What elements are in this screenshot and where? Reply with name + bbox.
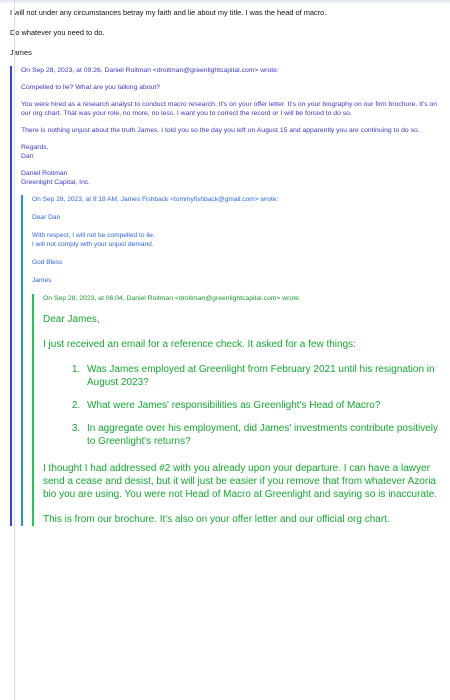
- question-item: 1. Was James employed at Greenlight from February 2021 until his resignation in August 2023?: [83, 363, 442, 389]
- quote-paragraph: There is nothing unjust about the truth James. I told you so the day you left on August 15 and apparently you are continuing to do so.: [21, 127, 420, 134]
- quote-paragraph: Compelled to lie? What are you talking about?: [21, 84, 161, 91]
- email-frame: [14, 0, 445, 700]
- quote-paragraph: I thought I had addressed #2 with you already upon your departure. I can have a lawyer send a cease and desist, but it will just be easier if you remove that from whatever Azoria bio you are using. You were not Head of Macro at Greenlight and saying so is inaccurate.: [43, 463, 438, 500]
- quote-name: James: [32, 277, 52, 284]
- quote-line: With respect, I will not be compelled to lie.: [32, 232, 155, 239]
- question-item: 3. In aggregate over his employment, did James' investments contribute positively to Greenlight's returns?: [83, 422, 442, 448]
- body-signature: James: [10, 48, 32, 57]
- quote-greeting: Dear Dan: [32, 214, 61, 221]
- quote-paragraph: This is from our brochure. It's also on your offer letter and our official org chart.: [43, 514, 390, 525]
- body-line-2: Do whatever you need to do.: [10, 28, 105, 37]
- quote-closing: God Bless: [32, 259, 63, 266]
- quote-paragraph: You were hired as a research analyst to conduct macro research. It's on your offer letter. It's on your biography on our firm brochure. It's on our org chart. That was your role, no more, no less. I want you to correct the record or I will be forced to do so.: [21, 101, 438, 117]
- signature-company: Greenlight Capital, Inc.: [21, 179, 91, 186]
- quote-line: I will not comply with your unjust demand.: [32, 241, 154, 248]
- question-item: 2. What were James' responsibilities as Greenlight's Head of Macro?: [83, 399, 442, 412]
- quote-greeting: Dear James,: [43, 314, 100, 325]
- quote-intro: I just received an email for a reference check. It asked for a few things:: [43, 339, 356, 350]
- signoff-name: Dan: [21, 153, 34, 160]
- quote-header[interactable]: On Sep 28, 2023, at 9:18 AM, James Fishback <tommyfishback@gmail.com> wrote:: [32, 196, 279, 203]
- body-line-1: I will not under any circumstances betray my faith and lie about my title. I was the head of macro.: [10, 8, 327, 17]
- signature-name: Daniel Roitman: [21, 170, 68, 177]
- quote-header[interactable]: On Sep 28, 2023, at 06:04, Daniel Roitman <droitman@greenlightcapital.com> wrote:: [43, 295, 301, 302]
- quote-header[interactable]: On Sep 28, 2023, at 09:26, Daniel Roitman <droitman@greenlightcapital.com> wrote:: [21, 67, 279, 74]
- signoff-line: Regards,: [21, 144, 49, 151]
